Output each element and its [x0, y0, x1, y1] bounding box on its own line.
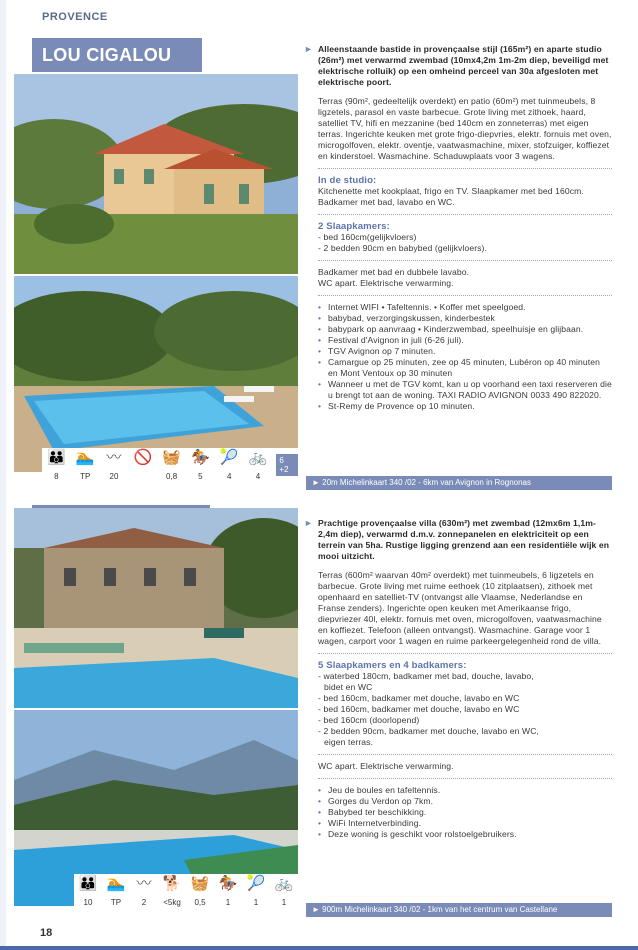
- amenity-bike: [270, 874, 298, 907]
- property-description: [304, 518, 612, 840]
- amenity-value: TP: [110, 898, 122, 907]
- amenity-tennis: [215, 448, 244, 481]
- bedrooms-heading: 5 Slaapkamers en 4 badkamers:: [318, 660, 467, 671]
- amenity-value: 1: [225, 898, 231, 907]
- amenity-persons: [42, 448, 71, 481]
- amenity-bike: [244, 448, 273, 481]
- villa-photo: [14, 508, 298, 708]
- list-item: • Festival d'Avignon in juli (6-26 juli).: [318, 335, 612, 346]
- list-item: • Wanneer u met de TGV komt, kan u op voorhand een taxi reserveren die u brengt tot aan de woning. TAXI RADIO AVIGNON 0033 490 822020.: [318, 379, 612, 401]
- amenity-value: 2: [141, 898, 147, 907]
- list-item: • Camargue op 25 minuten, zee op 45 minuten, Lubéron op 40 minuten en Mont Ventoux op 30 minuten: [318, 357, 612, 379]
- bedroom-line: - bed 160cm, badkamer met douche, lavabo en WC: [318, 693, 520, 703]
- divider: [318, 295, 612, 296]
- region-label: PROVENCE: [42, 11, 108, 23]
- pool-icon: 🏊: [75, 449, 95, 466]
- list-item: • WiFi Internetverbinding.: [318, 818, 612, 829]
- persons-icon: 👪: [47, 449, 66, 466]
- list-item: • Gorges du Verdon op 7km.: [318, 796, 612, 807]
- arrow-icon: ►: [304, 44, 314, 54]
- description-paragraph: Terras (90m², gedeeltelijk overdekt) en patio (60m²) met tuinmeubels, 8 ligzetels, parasol en vaste barbecue. Grote living met zithoek, haard, satelliet TV, hifi en mezzanine (bed 140cm en zonneterras) met eigen terras. Ingerichte keuken met grote frigo-diepvries, elektr. fornuis met oven, microgolfoven, elektr. oventje, vaatwasmachine, mixer, stofzuiger, koffiezet en kinderstoel. Wasmachine. Schaduwplaats voor 3 wagens.: [318, 96, 612, 161]
- list-item: • Deze woning is geschikt voor rolstoelgebruikers.: [318, 829, 612, 840]
- lead-body: Prachtige provençaalse villa (630m²) met zwembad (12mx6m 1,1m-2,4m diep), verwarmd d.m.v. zonnepanelen en elektriciteit op een terrein van 5ha. Rustige ligging grenzend aan een residentiële wijk en mooi uitzicht.: [318, 518, 610, 561]
- amenity-horse: [186, 448, 215, 481]
- amenity-basket: [157, 448, 186, 481]
- divider: [318, 214, 612, 215]
- bedroom-line: - 2 bedden 90cm, badkamer met douche, lavabo en WC,: [318, 726, 540, 736]
- side-accent-bar: [0, 0, 6, 950]
- basket-icon: 🧺: [190, 875, 210, 892]
- divider: [318, 754, 612, 755]
- studio-text: Kitchenette met kookplaat, frigo en TV. Slaapkamer met bed 160cm. Badkamer met bad, lavabo en WC.: [318, 186, 584, 207]
- bedroom-line: - bed 160cm (doorlopend): [318, 715, 420, 725]
- divider: [318, 653, 612, 654]
- amenity-value: 4: [255, 472, 261, 481]
- amenity-value: 5: [198, 472, 203, 481]
- bedroom-line: eigen terras.: [324, 737, 374, 747]
- amenity-value: 8: [54, 472, 59, 481]
- amenity-dog: [158, 874, 186, 907]
- divider: [318, 260, 612, 261]
- bottom-rule: [0, 946, 638, 950]
- list-item: • Jeu de boules en tafeltennis.: [318, 785, 612, 796]
- pool-icon: 🏊: [106, 875, 126, 892]
- bedroom-line: - 2 bedden 90cm en babybed (gelijkvloers).: [318, 243, 488, 253]
- amenity-horse: [214, 874, 242, 907]
- divider: [318, 168, 612, 169]
- tennis-icon: 🎾: [219, 449, 239, 466]
- bike-icon: 🚲: [274, 875, 294, 892]
- list-item: • TGV Avignon op 7 minuten.: [318, 346, 612, 357]
- amenity-value: 10: [83, 898, 93, 907]
- villa-photo: [14, 74, 298, 274]
- location-footer: ► 20m Michelinkaart 340 /02 - 6km van Avignon in Rognonas: [306, 476, 612, 490]
- bike-icon: 🚲: [248, 449, 268, 466]
- amenity-value: 4: [226, 472, 232, 481]
- description-paragraph: Terras (600m² waarvan 40m² overdekt) met tuinmeubels, 6 ligzetels en barbecue. Grote living met ruime eethoek (10 zitplaatsen), zithoek met openhaard en satelliet-TV (ontvangst alle Vlaamse, Nederlandse en Franse zenders). Ingerichte open keuken met Amerikaanse frigo, diepvriezer 40l, elektr. fornuis met oven, microgolfoven, vaatwasmachine en koffiezet. Telefoon (alleen ontvangst). Wasmachine. Garage voor 1 wagen, carport voor 1 wagen en ruime parkeergelegenheid rond de villa.: [318, 570, 602, 646]
- dog-icon: 🐕: [162, 875, 182, 892]
- list-item: • babybad, verzorgingskussen, kinderbestek: [318, 313, 612, 324]
- amenity-pool: [102, 874, 130, 907]
- horse-icon: 🏇: [218, 875, 238, 892]
- list-item: • Babybed ter beschikking.: [318, 807, 612, 818]
- property-description: [304, 44, 612, 412]
- bedroom-line: - waterbed 180cm, badkamer met bad, douche, lavabo,: [318, 671, 534, 681]
- amenity-tennis: [242, 874, 270, 907]
- amenity-value: 0,5: [194, 898, 206, 907]
- basket-icon: 🧺: [162, 449, 181, 466]
- amenities-icons: [74, 874, 298, 907]
- swim-icon: 〰: [106, 449, 122, 466]
- amenities-bar: [74, 874, 298, 914]
- amenity-value: TP: [80, 472, 91, 481]
- amenities-bar: [42, 448, 298, 488]
- property-title: LOU CIGALOU: [32, 38, 202, 72]
- arrow-icon: ►: [304, 518, 314, 528]
- horse-icon: 🏇: [191, 449, 210, 466]
- features-list: [318, 302, 612, 412]
- divider: [318, 778, 612, 779]
- bedrooms-heading: 2 Slaapkamers:: [318, 221, 390, 232]
- capacity-badge: 6 +2: [276, 454, 298, 476]
- amenity-basket: [186, 874, 214, 907]
- bedroom-line: bidet en WC: [324, 682, 373, 692]
- amenity-value: 1: [253, 898, 259, 907]
- bedroom-line: - bed 160cm(gelijkvloers): [318, 232, 417, 242]
- bath-line: WC apart. Elektrische verwarming.: [318, 761, 454, 771]
- tennis-icon: 🎾: [246, 875, 266, 892]
- lead-body: Alleenstaande bastide in provençaalse stijl (165m²) en aparte studio (26m²) met verwarmd zwembad (10mx4,2m 1m-2m diep, beveiligd met elektrische rolluik) op een omheind perceel van 30a afgesloten met elektrische poort.: [318, 44, 609, 87]
- bath-line: WC apart. Elektrische verwarming.: [318, 278, 454, 288]
- amenity-swim: [100, 448, 129, 481]
- bath-line: Badkamer met bad en dubbele lavabo.: [318, 267, 470, 277]
- bedroom-line: - bed 160cm, badkamer met douche, lavabo en WC: [318, 704, 520, 714]
- amenity-value: 1: [281, 898, 287, 907]
- amenity-pool: [71, 448, 100, 481]
- studio-heading: In de studio:: [318, 175, 377, 186]
- list-item: • St-Remy de Provence op 10 minuten.: [318, 401, 612, 412]
- persons-icon: 👪: [78, 875, 98, 892]
- no-pets-icon: 🚫: [133, 449, 153, 466]
- list-item: • Internet WIFI • Tafeltennis. • Koffer met speelgoed.: [318, 302, 612, 313]
- amenity-value: 20: [109, 472, 119, 481]
- amenities-icons: [42, 448, 298, 481]
- pool-photo: [14, 276, 298, 472]
- amenity-no-pets: [128, 448, 157, 472]
- features-list: [318, 785, 612, 840]
- amenity-value: 0,8: [166, 472, 178, 481]
- swim-icon: 〰: [136, 875, 152, 892]
- lead-text: [304, 44, 612, 88]
- amenity-swim: [130, 874, 158, 907]
- page-number: 18: [40, 927, 53, 939]
- list-item: • babypark op aanvraag • Kinderzwembad, speelhuisje en glijbaan.: [318, 324, 612, 335]
- lead-text: [304, 518, 612, 562]
- amenity-persons: [74, 874, 102, 907]
- amenity-value: <5kg: [163, 898, 181, 907]
- location-footer: ► 900m Michelinkaart 340 /02 - 1km van het centrum van Castellane: [306, 903, 612, 917]
